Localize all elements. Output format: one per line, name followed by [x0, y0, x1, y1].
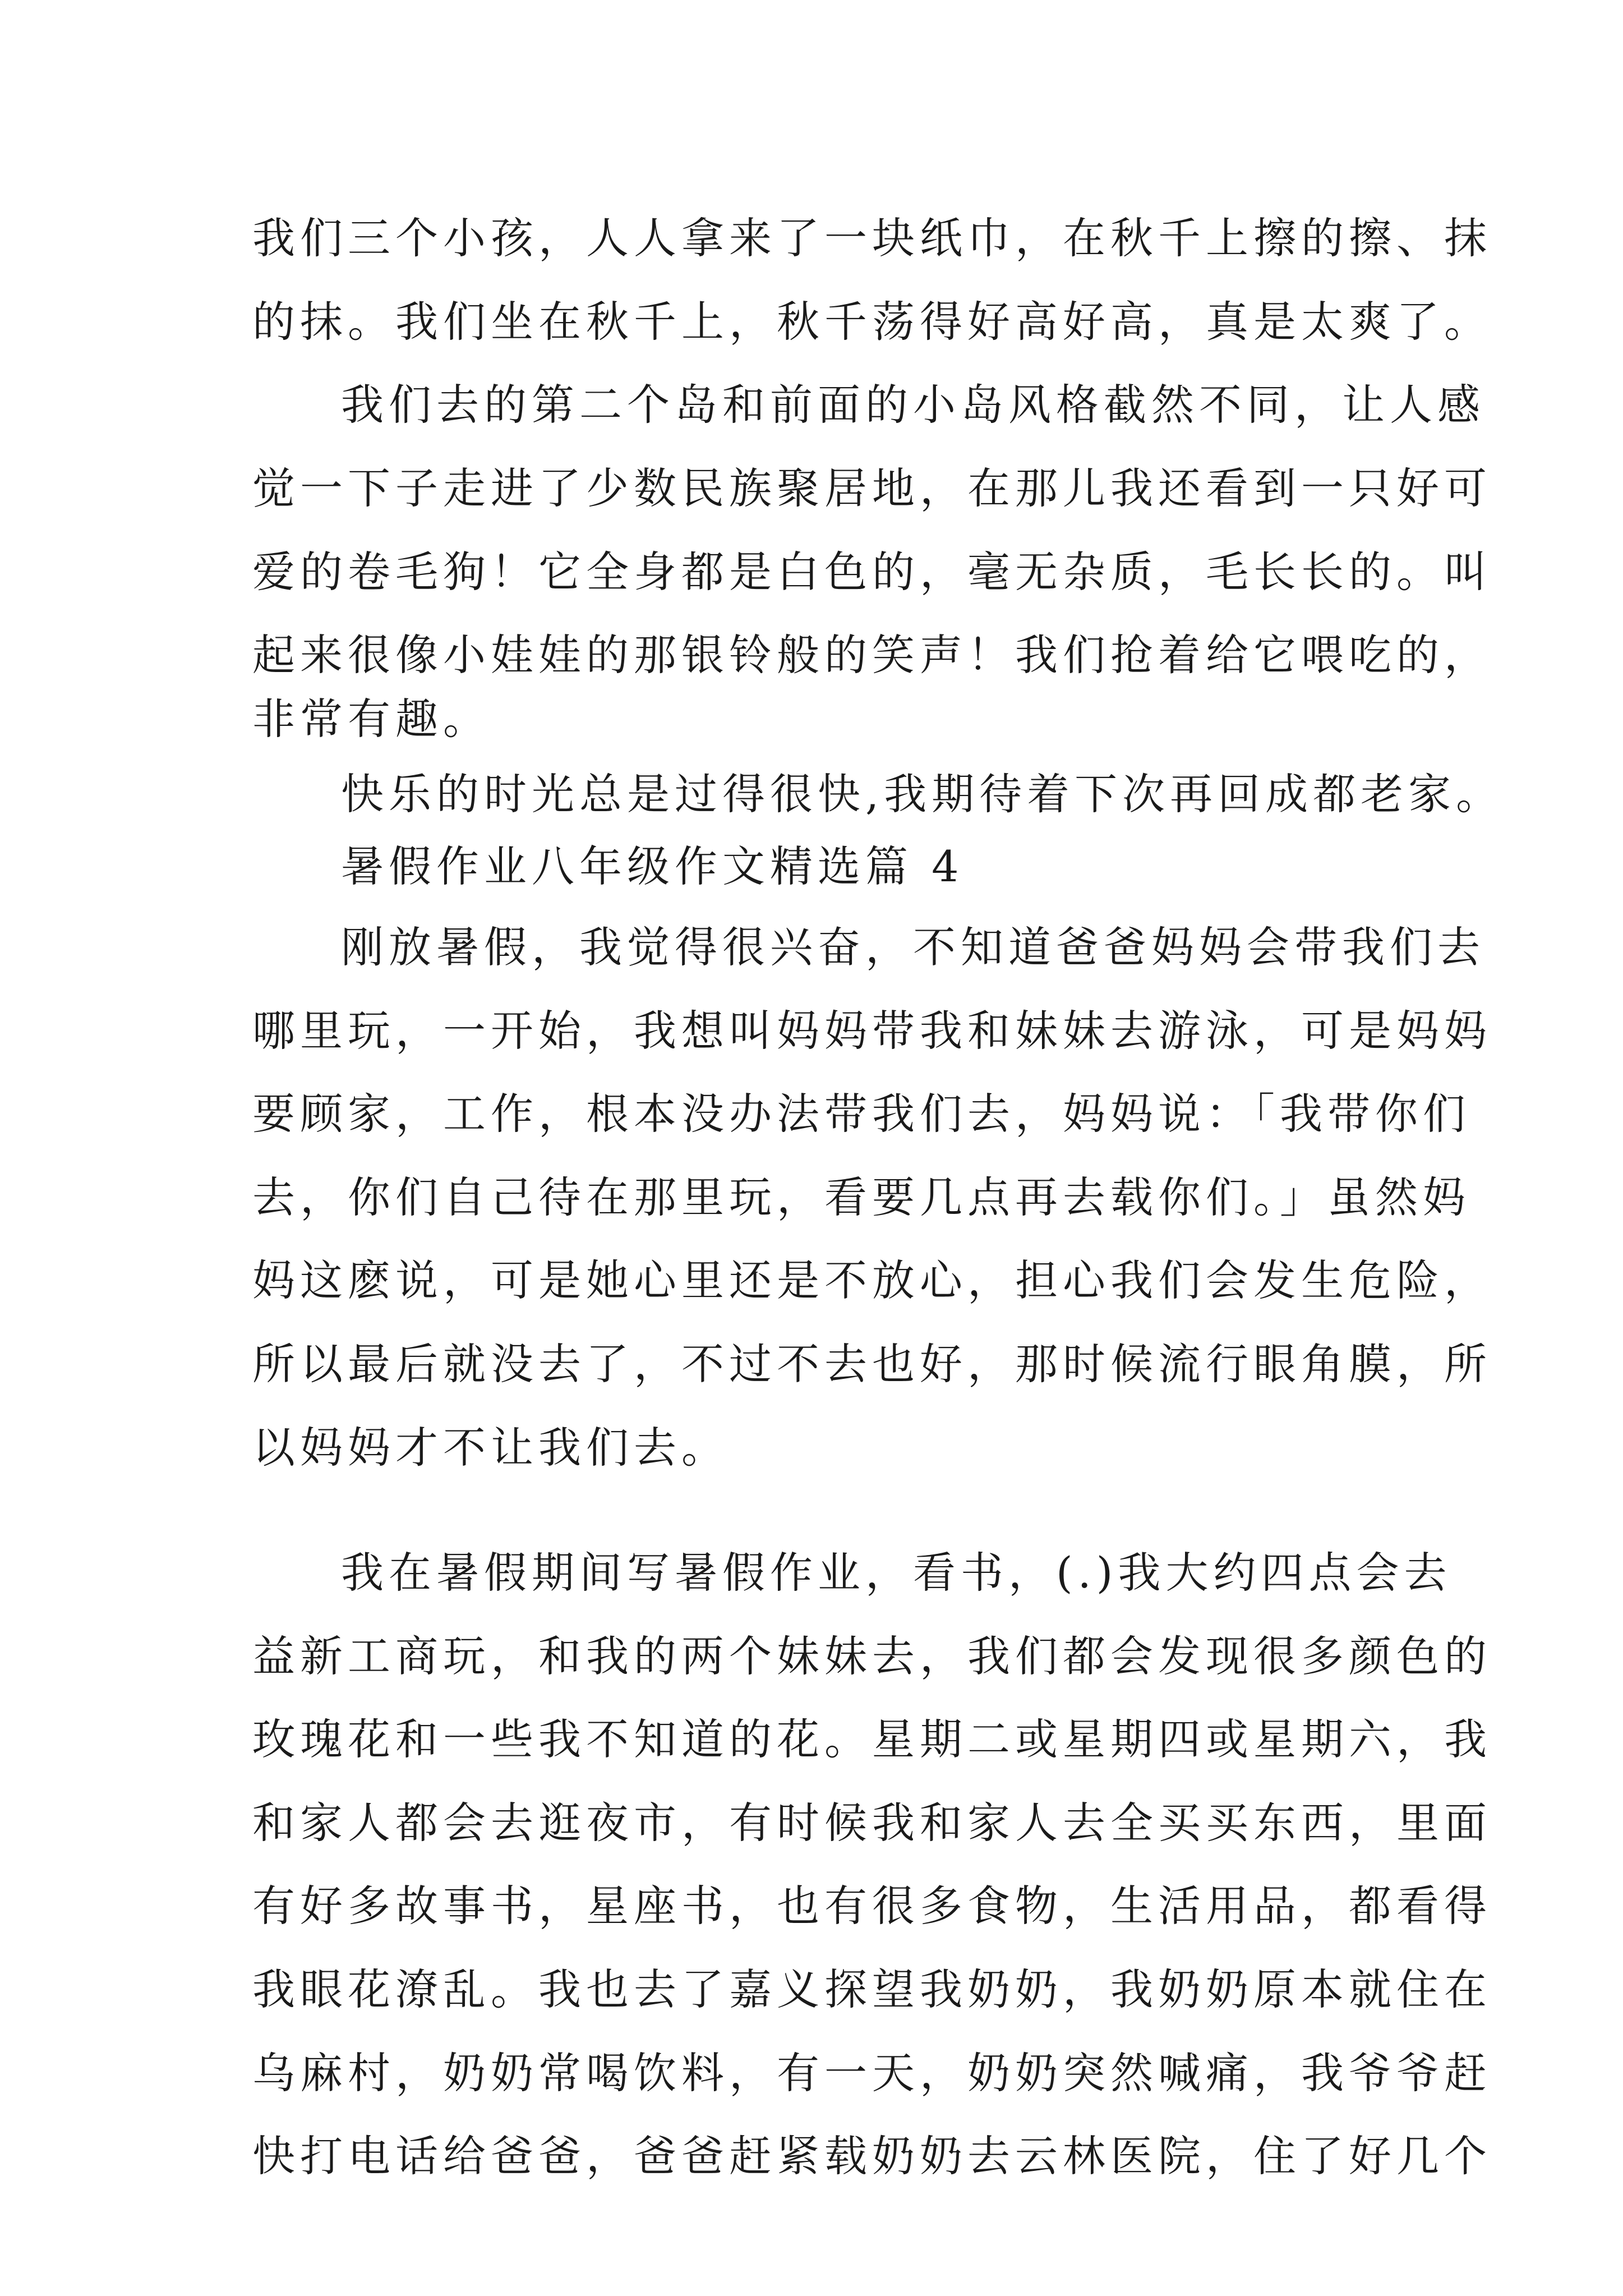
section-heading: 暑假作业八年级作文精选篇 4 [341, 841, 964, 891]
text-line: 起来很像小娃娃的那银铃般的笑声！我们抢着给它喂吃的， [252, 630, 1492, 680]
text-line: 妈这麽说，可是她心里还是不放心，担心我们会发生危险， [252, 1255, 1492, 1305]
text-line: 要顾家，工作，根本没办法带我们去，妈妈说：「我带你们 [252, 1089, 1470, 1139]
paragraph-start-line: 我在暑假期间写暑假作业，看书，(.)我大约四点会去 [341, 1548, 1452, 1598]
text-line: 快打电话给爸爸，爸爸赶紧载奶奶去云林医院，住了好几个 [252, 2131, 1492, 2181]
text-line: 非常有趣。 [252, 694, 491, 744]
text-line: 有好多故事书，星座书，也有很多食物，生活用品，都看得 [252, 1881, 1492, 1931]
text-line: 益新工商玩，和我的两个妹妹去，我们都会发现很多颜色的 [252, 1631, 1492, 1681]
text-line: 哪里玩，一开始，我想叫妈妈带我和妹妹去游泳，可是妈妈 [252, 1006, 1492, 1056]
text-line: 去，你们自己待在那里玩，看要几点再去载你们。」虽然妈 [252, 1172, 1470, 1222]
text-line: 以妈妈才不让我们去。 [252, 1423, 729, 1473]
text-line: 觉一下子走进了少数民族聚居地，在那儿我还看到一只好可 [252, 463, 1492, 513]
text-line: 我眼花潦乱。我也去了嘉义探望我奶奶，我奶奶原本就住在 [252, 1964, 1492, 2014]
text-line: 乌麻村，奶奶常喝饮料，有一天，奶奶突然喊痛，我爷爷赶 [252, 2048, 1492, 2098]
text-line: 和家人都会去逛夜市，有时候我和家人去全买买东西，里面 [252, 1798, 1492, 1848]
text-line: 玫瑰花和一些我不知道的花。星期二或星期四或星期六，我 [252, 1714, 1492, 1764]
text-line: 的抹。我们坐在秋千上，秋千荡得好高好高，真是太爽了。 [252, 297, 1492, 347]
paragraph-start-line: 快乐的时光总是过得很快,我期待着下次再回成都老家。 [341, 769, 1504, 819]
text-line: 所以最后就没去了，不过不去也好，那时候流行眼角膜，所 [252, 1339, 1492, 1389]
paragraph-start-line: 我们去的第二个岛和前面的小岛风格截然不同，让人感 [341, 380, 1485, 430]
text-line: 我们三个小孩，人人拿来了一块纸巾，在秋千上擦的擦、抹 [252, 213, 1492, 263]
paragraph-start-line: 刚放暑假，我觉得很兴奋，不知道爸爸妈妈会带我们去 [341, 922, 1485, 972]
text-line: 爱的卷毛狗！它全身都是白色的，毫无杂质，毛长长的。叫 [252, 547, 1492, 597]
